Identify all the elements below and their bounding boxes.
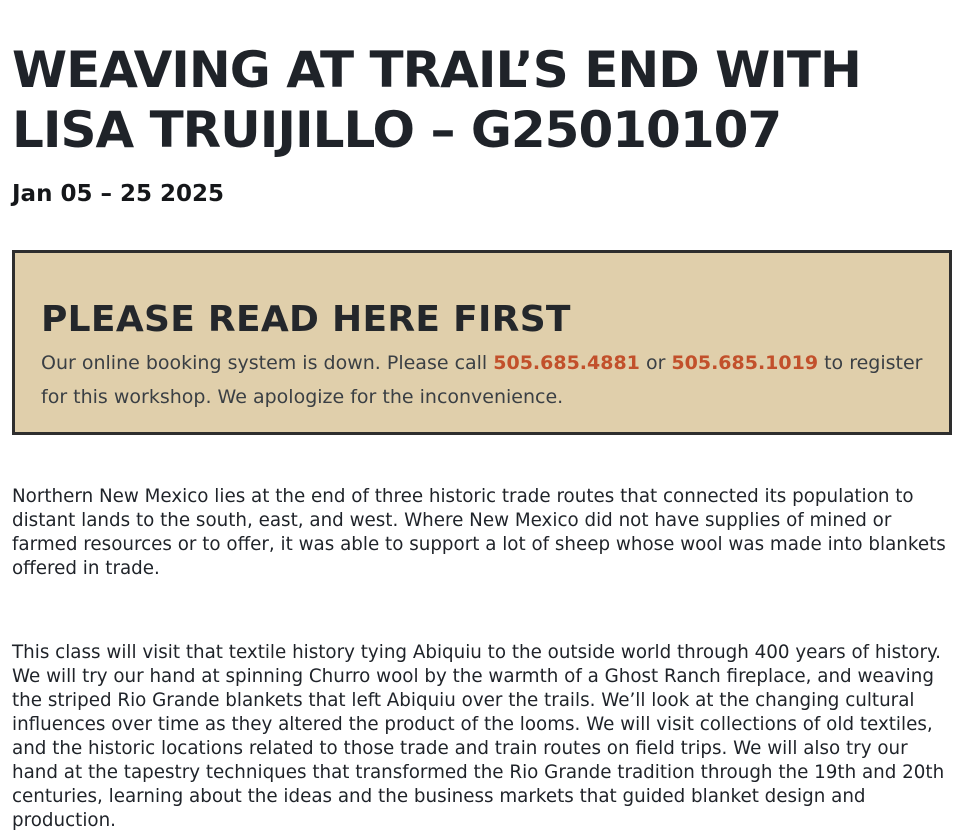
event-title: WEAVING AT TRAIL’S END WITH LISA TRUIJILLO – G25010107: [12, 41, 861, 159]
phone-link-1[interactable]: 505.685.4881: [493, 352, 640, 374]
booking-notice-box: [12, 250, 952, 435]
description-paragraph: This class will visit that textile history tying Abiquiu to the outside world through 400 years of history. We will try our hand at spinning Churro wool by the warmth of a Ghost Ranch fireplace, and weaving the striped Rio Grande blankets that left Abiquiu over the trails. We’ll look at the changing cultural influences over time as they altered the product of the looms. We will visit collections of old textiles, and the historic locations related to those trade and train routes on field trips. We will also try our hand at the tapestry techniques that transformed the Rio Grande tradition through the 19th and 20th centuries, learning about the ideas and the business markets that guided blanket design and production.: [12, 642, 945, 831]
description-paragraph: Northern New Mexico lies at the end of three historic trade routes that connected its population to distant lands to the south, east, and west. Where New Mexico did not have supplies of mined or farmed resources or to offer, it was able to support a lot of sheep whose wool was made into blankets offered in trade.: [12, 486, 946, 579]
notice-text-before: Our online booking system is down. Please call: [41, 352, 494, 374]
notice-heading: PLEASE READ HERE FIRST: [41, 299, 571, 340]
notice-text-after: to register for this workshop. We apologize for the inconvenience.: [41, 352, 923, 408]
notice-text: [41, 346, 931, 414]
event-dates: Jan 05 – 25 2025: [12, 181, 225, 207]
notice-text-between: or: [639, 352, 672, 374]
phone-link-2[interactable]: 505.685.1019: [671, 352, 819, 374]
